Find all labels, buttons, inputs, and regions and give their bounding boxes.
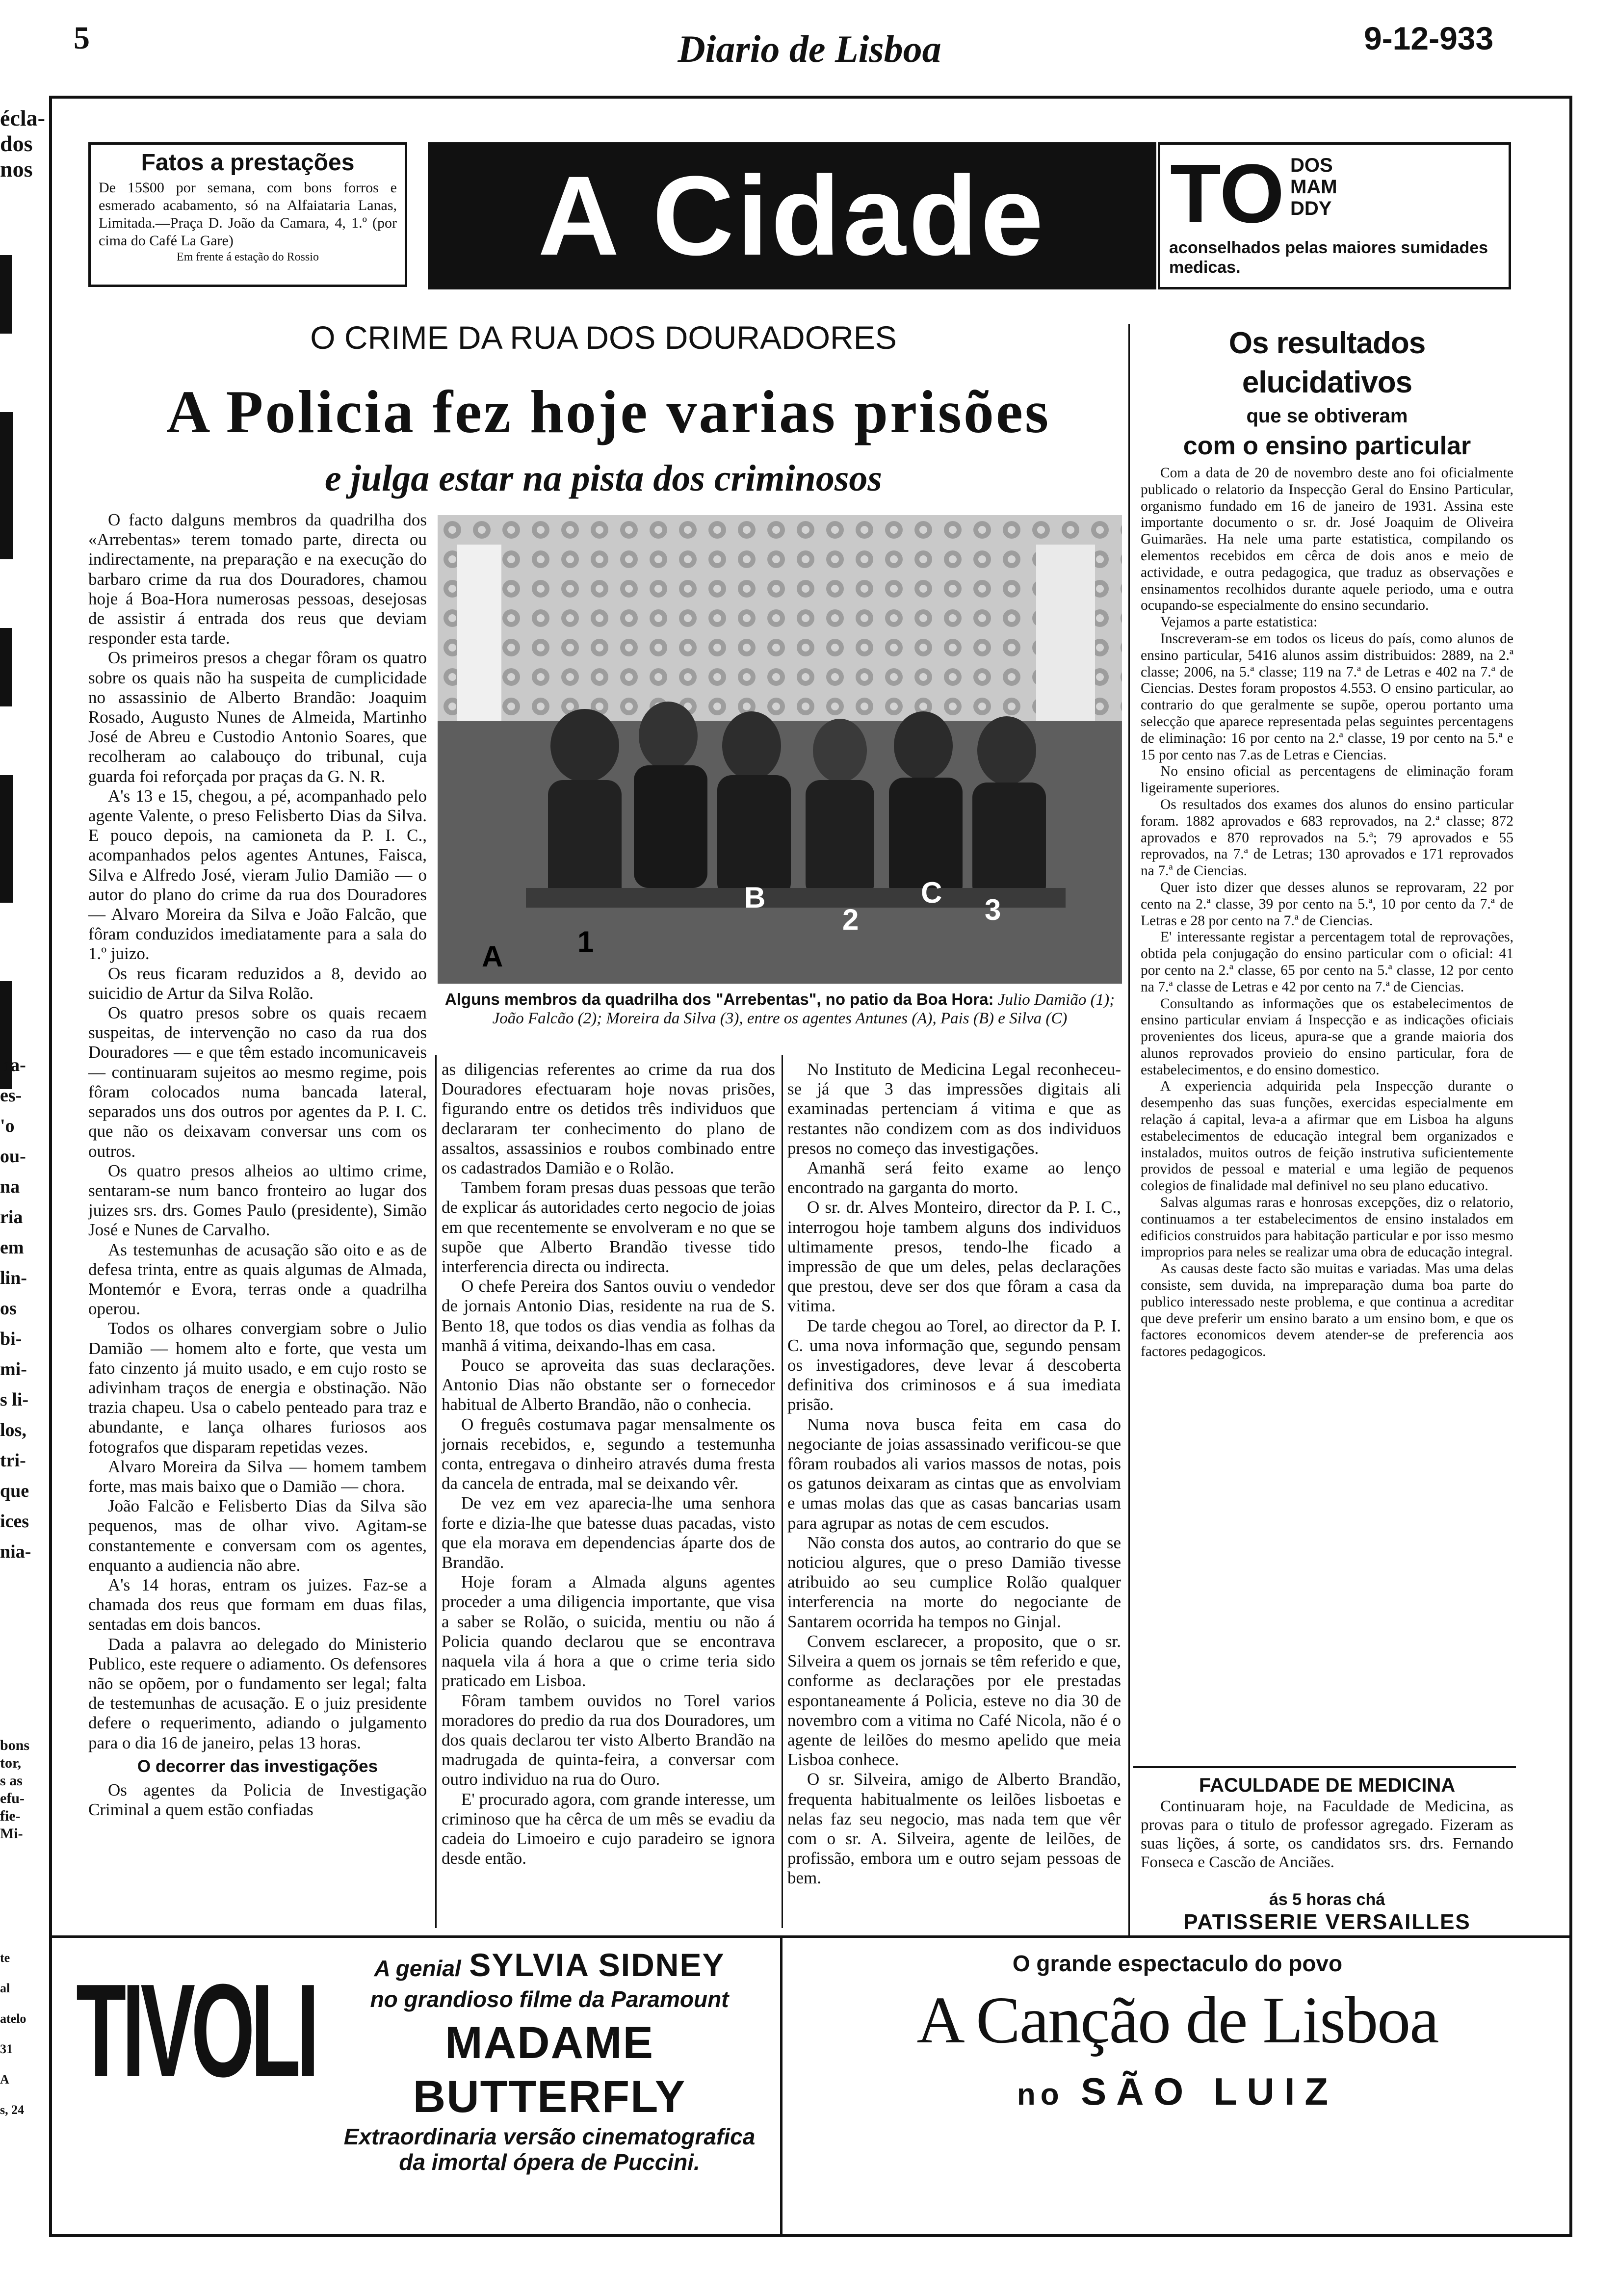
photo-caption — [438, 990, 1122, 1028]
news-photo — [438, 515, 1122, 984]
patisserie-ad — [1141, 1890, 1513, 1935]
fragment: mi- — [0, 1359, 27, 1380]
section-banner — [428, 142, 1156, 289]
tivoli-line3: Extraordinaria versão cinematografica da imortal ópera de Puccini. — [343, 2124, 756, 2175]
fragment: s as — [0, 1773, 23, 1789]
fragment: bons — [0, 1737, 30, 1753]
ad-todosmamdy — [1158, 142, 1511, 289]
tivoli-name: TIVOLI — [76, 1957, 315, 2105]
fragment: te — [0, 1951, 10, 1965]
paragraph: João Falcão e Felisberto Dias da Silva são pequenos, mas de olhar vivo. Agitam-se constantemente e conversam com os agentes, enquanto a audiencia não abre. — [88, 1496, 427, 1575]
fragment: ou- — [0, 1146, 26, 1167]
side-sub1: que se obtiveram — [1246, 405, 1408, 427]
fragment: atelo — [0, 2011, 26, 2026]
fragment: 31 — [0, 2042, 13, 2056]
fragment: ices — [0, 1511, 29, 1532]
page-number: 5 — [74, 20, 90, 56]
paragraph: Os quatro presos sobre os quais recaem suspeitas, de intervenção no caso da rua dos Douradores — e que têm estado incomunicaveis — continuaram sujeitos ao mesmo regime, pois fôram colocados numa bancada lateral, separados uns dos outros por agentes da P. I. C. que não os deixavam conversar uns com os outros. — [88, 1003, 427, 1161]
tivoli-title: MADAME BUTTERFLY — [413, 2018, 686, 2122]
paragraph: Os agentes da Policia de Investigação Criminal a quem estão confiadas — [88, 1780, 427, 1820]
paragraph: O facto dalguns membros da quadrilha dos «Arrebentas» terem tomado parte, directa ou indirectamente, na preparação e na execução do barbaro crime da rua dos Douradores, chamou hoje á Boa-Hora numerosas pessoas, desejosas de assistir á entrada dos reus que deviam responder esta tarde. — [88, 510, 427, 648]
fragment: fie- — [0, 1808, 21, 1824]
paragraph: Dada a palavra ao delegado do Ministerio Publico, este requere o adiamento. Os defensores não se opõem, por o fundamento ser legal; falta de testemunhas de acusação. E o juiz presidente defere o requerimento, adiando o julgamento para o dia 16 de janeiro, pelas 13 horas. — [88, 1634, 427, 1752]
bottom-ads-divider — [780, 1938, 782, 2235]
story-subhead: e julga estar na pista dos criminosos — [325, 458, 882, 499]
paragraph: De tarde chegou ao Torel, ao director da P. I. C. uma nova informação que, segundo pensam os investigadores, deve levar á descoberta definitiva dos criminosos e á sua imediata prisão. — [787, 1316, 1121, 1414]
paragraph: O sr. dr. Alves Monteiro, director da P. I. C., interrogou hoje tambem alguns dos individuos ultimamente presos, tendo-lhe ficado a impressão de que um deles, pelas declarações que prestou, deve ser dos que fôram a casa da vitima. — [787, 1198, 1121, 1316]
paragraph: Fôram tambem ouvidos no Torel varios moradores do predio da rua dos Douradores, um dos quais declarou ter visto Alberto Brandão na madrugada de quinta-feira, a conversar com outro individuo na rua do Ouro. — [442, 1691, 775, 1789]
photo-caption-bold: Alguns membros da quadrilha dos "Arrebentas", no patio da Boa Hora: — [444, 990, 994, 1008]
paragraph: Inscreveram-se em todos os liceus do país, como alunos de ensino particular, 5416 alunos assim distribuidos: 2889, na 2.ª classe; 2006, na 5.ª classe; 119 na 7.ª de Letras e 402 na 7.ª de Ciencias. Destes foram propostos 4.553. O ensino particular, ao contrario do que geralmente se supõe, operou portanto uma selecção que aparece representada pelas seguintes percentagens de eliminação: 16 por cento na 2.ª classe, 19 por cento na 5.ª e 15 por cento nas 7.as de Letras e Ciencias. — [1141, 630, 1513, 763]
left-margin-bits-3 — [0, 1943, 45, 2125]
ad-todos-line: MAM — [1290, 176, 1337, 198]
ad-fatos-title: Fatos a prestações — [141, 150, 355, 176]
story-column-2 — [442, 1060, 775, 1868]
fragment: s li- — [0, 1389, 29, 1410]
side-headline: Os resultados elucidativos — [1228, 326, 1426, 399]
fragment: A — [0, 2072, 9, 2087]
photo-marker: 3 — [985, 893, 1001, 926]
fragment: tri- — [0, 1450, 26, 1471]
patisserie-small: ás 5 horas chá — [1269, 1890, 1385, 1909]
fragment: os — [0, 1298, 17, 1319]
photo-marker: A — [482, 940, 503, 973]
paragraph: No Instituto de Medicina Legal reconheceu-se já que 3 das impressões digitais ali examinadas pertenciam á vitima e que as restantes não condizem com as dos individuos presos no começo das investigações. — [787, 1060, 1121, 1158]
fragment: na — [0, 1176, 20, 1197]
paragraph: Vejamos a parte estatistica: — [1160, 614, 1318, 630]
paragraph: Todos os olhares convergiam sobre o Julio Damião — homem alto e forte, que vesta um fato cinzento já muito usado, e em cujo rosto se adivinham traços de energia e obstinação. Não trazia chapeu. Usa o cabelo penteado para traz e abundante, e lança olhares furiosos aos fotografos que disparam repetidas vezes. — [88, 1319, 427, 1457]
left-margin-bits-2 — [0, 1737, 45, 1843]
paragraph: A experiencia adquirida pela Inspecção durante o desempenho das suas funções, exercidas especialmente em relação á capital, leva-a a afirmar que em Lisboa ha alguns estabelecimentos de educação integral bem organizados e instalados, muitos outros de feição instrutiva suficientemente providos de pessoal e material e uma legião de pequenos colegios de finalidade mal definivel no seu plano educativo. — [1141, 1078, 1513, 1194]
fragment: Mi- — [0, 1826, 23, 1842]
photo-illustration — [438, 515, 1122, 984]
paragraph: Quer isto dizer que desses alunos se reprovaram, 22 por cento na 2.ª classe, 39 por cento na 5.ª, 10 por cento da 7.ª de Letras e 28 por cento na 7.ª de Ciencias. — [1141, 879, 1513, 929]
masthead-date: 9-12-933 — [1364, 20, 1494, 56]
left-margin-bits — [0, 1050, 45, 1567]
left-edge-fragments — [0, 105, 44, 182]
fragment: efu- — [0, 1790, 25, 1806]
fragment: los, — [0, 1420, 26, 1440]
ad-todos-big: TO — [1170, 147, 1285, 240]
column-rule — [782, 1055, 783, 1928]
cancao-title: A Canção de Lisboa — [916, 1983, 1438, 2057]
paragraph: Os primeiros presos a chegar fôram os quatro sobre os quais não ha suspeita de cumplicidade no assassinio de Alberto Brandão: Joaquim Rosado, Augusto Nunes de Almeida, Martinho José de Abreu e Custodio Antonio Soares, que recolheram ao calabouço do tribunal, cuja guarda foi reforçada por praças da G. N. R. — [88, 648, 427, 786]
side-column-rule — [1128, 324, 1130, 1938]
paragraph: Amanhã será feito exame ao lenço encontrado na garganta do morto. — [787, 1158, 1121, 1198]
paragraph: As causas deste facto são muitas e variadas. Mas uma delas consiste, sem duvida, na impreparação duma boa parte do publico interessado neste problema, e que continua a acreditar que deve preferir um ensino barato a um ensino bom, e que os factores economicos devem atender-se de preferencia aos factores pedagogicos. — [1141, 1261, 1513, 1360]
paragraph: Com a data de 20 de novembro deste ano foi oficialmente publicado o relatorio da Inspecção Geral do Ensino Particular, organismo fundado em 16 de janeiro de 1931. Assina este importante documento o sr. dr. José Joaquim de Oliveira Guimarães. Ha nele uma parte estatistica, compilando os elementos recebidos em cêrca de dois anos e meio de actividade, e outra pedagogica, que traduz as observações e ensinamentos recolhidos durante aquele periodo, uma e outra ocupando-se especialmente do ensino secundario. — [1141, 465, 1513, 614]
fragment: tor, — [0, 1755, 22, 1771]
col1-subhead: O decorrer das investigações — [137, 1756, 378, 1776]
paragraph: E' interessante registar a percentagem total de reprovações, obtida pela conjugação do ensino particular com o oficial: 41 por cento na 2.ª classe, 65 por cento na 5.ª classe, 12 por cento na 7.ª classe de Letras e 42 por cento na 7.ª de Ciencias. — [1141, 929, 1513, 995]
fragment: 'o — [0, 1116, 15, 1136]
paragraph: Não consta dos autos, ao contrario do que se noticiou algures, que o preso Damião tivesse atribuido ao seu cumplice Rolão qualquer interferencia na morte do negociante de Santarem ocorrida ha tempos no Ginjal. — [787, 1533, 1121, 1631]
cancao-theatre: SÃO LUIZ — [1081, 2070, 1338, 2113]
paragraph: A's 14 horas, entram os juizes. Faz-se a chamada dos reus que formam em duas filas, sentadas em dois bancos. — [88, 1575, 427, 1634]
story-kicker: O CRIME DA RUA DOS DOURADORES — [310, 319, 897, 356]
tivoli-star: SYLVIA SIDNEY — [469, 1947, 725, 1983]
faculdade-rule — [1133, 1766, 1516, 1768]
fragment: es- — [0, 1085, 22, 1106]
paragraph: O freguês costumava pagar mensalmente os jornais recebidos, e, segundo a testemunha conta, entregava o dinheiro através duma fresta da cancela de entrada, mal se deixando vêr. — [442, 1414, 775, 1493]
column-rule — [435, 1055, 437, 1928]
photo-marker: 1 — [577, 925, 594, 958]
fragment: nia- — [0, 1541, 31, 1562]
paragraph: Os reus ficaram reduzidos a 8, devido ao suicidio de Artur da Silva Rolão. — [88, 964, 427, 1003]
side-story — [1141, 324, 1513, 1360]
photo-marker: 2 — [842, 903, 859, 936]
cancao-no: no — [1017, 2078, 1064, 2112]
paragraph: Salvas algumas raras e honrosas excepções, diz o relatorio, continuamos a ter estabelecimentos de ensino instalados em edificios construidos para habitação particular e por isso mesmo improprios para neles se realizar uma obra de educação integral. — [1141, 1195, 1513, 1260]
fragment: na- — [0, 1055, 26, 1075]
ad-todos-line: DDY — [1290, 198, 1332, 219]
fragment: bi- — [0, 1329, 22, 1349]
fragment: dos — [0, 131, 33, 156]
photo-marker: C — [921, 876, 942, 909]
fragment: s, 24 — [0, 2103, 25, 2117]
ad-fatos-body: De 15$00 por semana, com bons forros e esmerado acabamento, só na Alfaiataria Lanas, Limitada.—Praça D. João da Camara, 4, 1.º (por cima do Café La Gare) — [99, 180, 397, 249]
fragment: em — [0, 1237, 24, 1258]
tivoli-line1a: A genial — [374, 1956, 461, 1981]
masthead-title: Diario de Lisboa — [678, 27, 941, 70]
fragment: que — [0, 1481, 29, 1501]
paragraph: Consultando as informações que os estabelecimentos de ensino particular enviam á Inspecção e as indicações oficiais provenientes dos liceus, apura-se que a grande maioria dos alunos reprovados provieio do ensino particular, fora de estabelecimentos, e do ensino domestico. — [1141, 995, 1513, 1078]
fragment: lin- — [0, 1268, 27, 1288]
paragraph: as diligencias referentes ao crime da rua dos Douradores efectuaram hoje novas prisões, figurando entre os detidos três individuos que declararam ter conhecimento do plano de assaltos, assassinios e roubos combinado entre os cadastrados Damião e o Rolão. — [442, 1060, 775, 1178]
story-column-3 — [787, 1060, 1121, 1888]
paragraph: A's 13 e 15, chegou, a pé, acompanhado pelo agente Valente, o preso Felisberto Dias da Silva. E pouco depois, na camioneta da P. I. C., acompanhados pelos agentes Antunes, Faisca, Silva e Alfredo José, vieram Julio Damião — o autor do plano do crime da rua dos Douradores — Alvaro Moreira da Silva e João Falcão, que fôram conduzidos imediatamente para a sala do 1.º juizo. — [88, 786, 427, 964]
paragraph: E' procurado agora, com grande interesse, um criminoso que ha cêrca de um mês se evadiu da cadeia do Limoeiro e cujo paradeiro se ignora desde então. — [442, 1789, 775, 1868]
paragraph: As testemunhas de acusação são oito e as de defesa trinta, entre as quais algumas de Almada, Montemór e Evora, terras onde a quadrilha operou. — [88, 1240, 427, 1319]
ad-cancao — [785, 1938, 1570, 2235]
faculdade-text: Continuaram hoje, na Faculdade de Medicina, as provas para o titulo de professor agregado. Fizeram as suas lições, á sorte, os candidatos srs. drs. Fernando Fonseca e Cascão de Anciães. — [1141, 1798, 1513, 1871]
paragraph: Alvaro Moreira da Silva — homem tambem forte, mas mais baixo que o Damião — chora. — [88, 1457, 427, 1496]
paragraph: De vez em vez aparecia-lhe uma senhora forte e dizia-lhe que batesse duas pacadas, visto que ela morava em dependencias áparte dos de Brandão. — [442, 1493, 775, 1572]
paragraph: O chefe Pereira dos Santos ouviu o vendedor de jornais Antonio Dias, residente na rua de S. Bento 18, que todos os dias vendia as folhas da manhã á vitima, deixando-lhas em casa. — [442, 1277, 775, 1355]
fragment: al — [0, 1981, 10, 1995]
ad-fatos — [88, 142, 407, 287]
paragraph: O sr. Silveira, amigo de Alberto Brandão, frequenta habitualmente os leilões lisboetas e nelas faz seu negocio, mas nada tem que vêr com o sr. A. Silveira, agente de leilões, de profissão, embora um e outro sejam pessoas de bem. — [787, 1770, 1121, 1888]
fragment: nos — [0, 157, 33, 182]
paragraph: Numa nova busca feita em casa do negociante de joias assassinado verificou-se que fôram roubados ali varios massos de notas, pois os gatunos deixaram as cintas que as envolviam e umas molas das que as casas bancarias usam para agrupar as notas de cem escudos. — [787, 1414, 1121, 1533]
paragraph: Convem esclarecer, a proposito, que o sr. Silveira a quem os jornais se têm referido e que, conforme as declarações por ele prestadas espontaneamente á Policia, esteve no dia 30 de novembro com a vitima no Café Nicola, não é o agente de leilões do mesmo apelido que meia Lisboa conhece. — [787, 1631, 1121, 1770]
paragraph: Pouco se aproveita das suas declarações. Antonio Dias não obstante ser o fornecedor habitual de Alberto Brandão, não o conhecia. — [442, 1356, 775, 1414]
fragment: ria — [0, 1207, 23, 1227]
paragraph: Hoje foram a Almada alguns agentes proceder a uma diligencia importante, que visa a saber se Rolão, o suicida, mentiu ou não á Policia quando declarou que se encontrava naquela vila á hora a que o crime teria sido praticado em Lisboa. — [442, 1572, 775, 1691]
side-sub2: com o ensino particular — [1183, 432, 1471, 460]
faculdade-title: FACULDADE DE MEDICINA — [1199, 1774, 1456, 1796]
cancao-top: O grande espectaculo do povo — [1012, 1951, 1343, 1976]
fragment: écla- — [0, 105, 45, 130]
photo-caption-italic: Julio Damião (1); João Falcão (2); Moreira da Silva (3), entre os agentes Antunes (A), Pais (B) e Silva (C) — [492, 991, 1115, 1027]
patisserie-big: PATISSERIE VERSAILLES — [1183, 1910, 1471, 1934]
paragraph: No ensino oficial as percentagens de eliminação foram ligeiramente superiores. — [1141, 763, 1513, 796]
tivoli-line2: no grandioso filme da Paramount — [370, 1986, 729, 2012]
paragraph: Os resultados dos exames dos alunos do ensino particular foram. 1882 aprovados e 683 reprovados, na 2.ª classe; 872 aprovados e 870 reprovados na 5.ª; 79 aprovados e 55 reprovados, na 7.ª de Letras; 130 aprovados e 171 reprovados na 7.ª de Ciencias. — [1141, 796, 1513, 879]
story-column-1 — [88, 510, 427, 1820]
paragraph: Tambem foram presas duas pessoas que terão de explicar ás autoridades certo negocio de joias em que recentemente se envolveram e no que se supõe que Alberto Brandão tivesse tido interferencia directa ou indirecta. — [442, 1178, 775, 1277]
ad-todos-line: DOS — [1290, 155, 1333, 176]
ad-fatos-footer: Em frente á estação do Rossio — [177, 251, 319, 263]
story-headline: A Policia fez hoje varias prisões — [166, 378, 1051, 445]
photo-marker: B — [744, 881, 766, 914]
faculdade-block — [1141, 1774, 1513, 1872]
side-story-body — [1141, 465, 1513, 1360]
paragraph: Os quatro presos alheios ao ultimo crime, sentaram-se num banco fronteiro ao lugar dos juizes srs. drs. Gomes Paulo (presidente), Simão José e Nunes de Carvalho. — [88, 1161, 427, 1240]
ad-todos-text: aconselhados pelas maiores sumidades medicas. — [1169, 238, 1488, 277]
ad-tivoli — [52, 1938, 780, 2235]
section-banner-title: A Cidade — [538, 153, 1046, 279]
